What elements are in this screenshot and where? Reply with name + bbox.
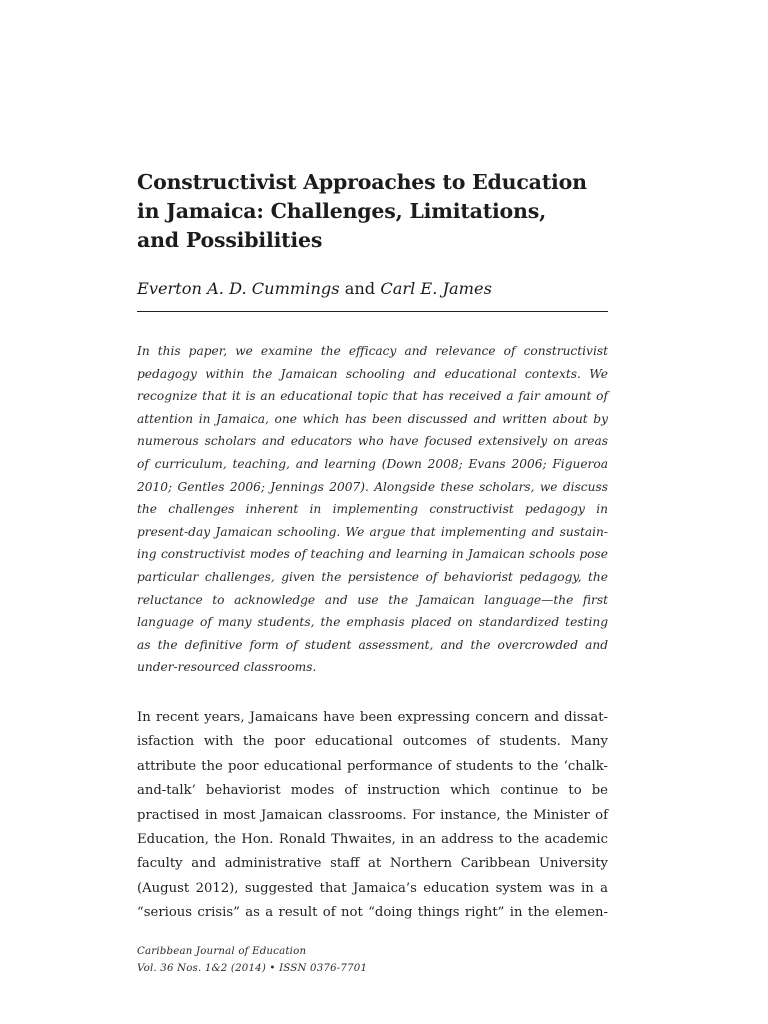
body-line: attribute the poor educational performance of students to the ‘chalk- bbox=[137, 758, 608, 774]
author-name-first: Everton A. D. Cummings bbox=[137, 279, 340, 298]
abstract-line: ing constructivist modes of teaching and learning in Jamaican schools pose bbox=[137, 547, 608, 562]
abstract-line: reluctance to acknowledge and use the Jamaican language—the first bbox=[137, 592, 608, 607]
abstract-line: particular challenges, given the persistence of behaviorist pedagogy, the bbox=[137, 569, 608, 584]
journal-footer bbox=[137, 943, 437, 977]
abstract bbox=[137, 340, 608, 679]
abstract-line: attention in Jamaica, one which has been discussed and written about by bbox=[137, 411, 608, 426]
abstract-line: language of many students, the emphasis placed on standardized testing bbox=[137, 615, 608, 630]
title-line: in Jamaica: Challenges, Limitations, bbox=[137, 199, 547, 223]
abstract-line: present-day Jamaican schooling. We argue that implementing and sustain- bbox=[137, 524, 608, 539]
body-line: Education, the Hon. Ronald Thwaites, in an address to the academic bbox=[137, 832, 608, 848]
author-name-second: Carl E. James bbox=[380, 279, 492, 298]
article-title bbox=[137, 168, 637, 255]
author-conjunction: and bbox=[344, 279, 376, 298]
abstract-line: the challenges inherent in implementing constructivist pedagogy in bbox=[137, 502, 608, 517]
abstract-line: pedagogy within the Jamaican schooling and educational contexts. We bbox=[137, 366, 608, 381]
body-line: In recent years, Jamaicans have been expressing concern and dissat- bbox=[137, 710, 608, 725]
abstract-line: as the definitive form of student assessment, and the overcrowded and bbox=[137, 637, 608, 652]
abstract-line: recognize that it is an educational topic that has received a fair amount of bbox=[137, 389, 608, 404]
author-byline bbox=[137, 277, 607, 301]
title-line: Constructivist Approaches to Education bbox=[137, 170, 587, 194]
body-line: “serious crisis” as a result of not “doing things right” in the elemen- bbox=[137, 905, 608, 921]
abstract-line: numerous scholars and educators who have focused extensively on areas bbox=[137, 434, 608, 449]
abstract-line: In this paper, we examine the efficacy and relevance of constructivist bbox=[137, 344, 608, 358]
journal-volume-issn: Vol. 36 Nos. 1&2 (2014) • ISSN 0376-7701 bbox=[137, 963, 368, 974]
body-line: (August 2012), suggested that Jamaica’s education system was in a bbox=[137, 880, 608, 896]
abstract-line: under-resourced classrooms. bbox=[137, 660, 317, 675]
title-line: and Possibilities bbox=[137, 228, 323, 252]
journal-name: Caribbean Journal of Education bbox=[137, 946, 307, 957]
abstract-line: 2010; Gentles 2006; Jennings 2007). Alongside these scholars, we discuss bbox=[137, 479, 608, 494]
body-line: isfaction with the poor educational outcomes of students. Many bbox=[137, 734, 608, 750]
title-divider bbox=[137, 311, 608, 312]
body-paragraph bbox=[137, 706, 608, 926]
body-line: and-talk’ behaviorist modes of instruction which continue to be bbox=[137, 783, 608, 799]
body-line: practised in most Jamaican classrooms. For instance, the Minister of bbox=[137, 807, 608, 823]
abstract-line: of curriculum, teaching, and learning (Down 2008; Evans 2006; Figueroa bbox=[137, 456, 608, 471]
body-line: faculty and administrative staff at Northern Caribbean University bbox=[137, 856, 608, 872]
